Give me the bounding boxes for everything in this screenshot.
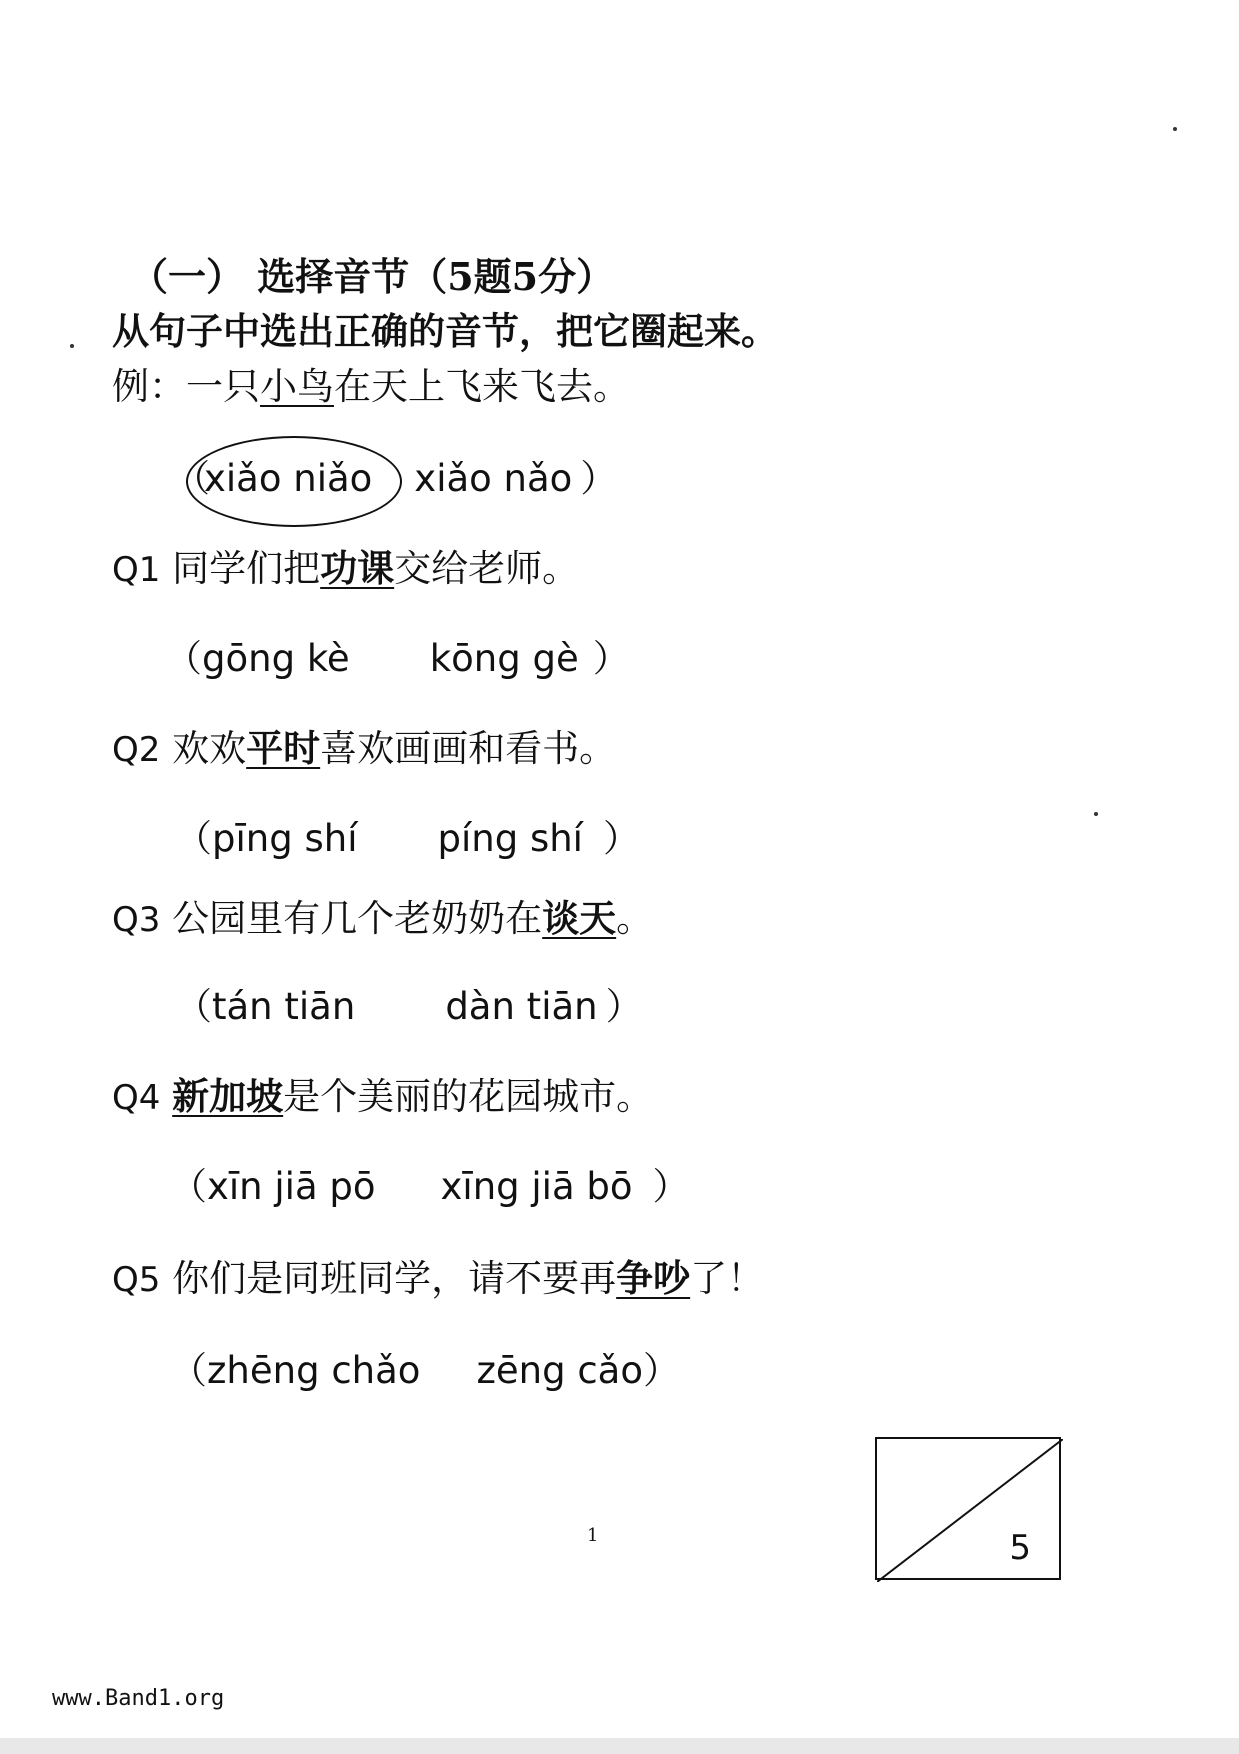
example-target-word: 小鸟 [260,365,334,408]
score-value: 5 [1009,1528,1031,1568]
question-4 [112,1074,654,1118]
example-option-a: xiǎo niǎo [204,457,373,500]
example-options [173,457,618,500]
question-2-options [175,817,640,860]
scan-speck [1173,127,1177,131]
option-a[interactable]: pīng shí [212,817,358,860]
page-number: 1 [587,1525,599,1546]
scan-speck [70,344,74,348]
question-before: 同学们把 [172,547,321,590]
open-paren: （ [165,637,202,680]
question-target-word: 新加坡 [172,1074,284,1118]
option-b[interactable]: xīng jiā bō [440,1165,633,1208]
question-label: Q3 [112,900,161,940]
question-after: 。 [616,897,654,940]
question-5-options [170,1349,680,1392]
open-paren: （ [175,985,212,1028]
question-2 [112,726,617,770]
option-a[interactable]: zhēng chǎo [207,1349,421,1392]
question-after: 交给老师。 [394,547,580,590]
open-paren: （ [170,1349,207,1392]
option-b[interactable]: zēng cǎo [476,1349,643,1392]
question-3-options [175,985,643,1028]
option-b[interactable]: dàn tiān [445,985,598,1028]
open-paren: （ [170,1165,207,1208]
open-paren: （ [173,457,210,500]
section-title: （一） 选择音节（5题5分） [130,254,615,299]
option-a[interactable]: gōng kè [202,637,350,680]
close-paren: ） [605,985,643,1028]
question-after: 喜欢画画和看书。 [320,727,617,770]
question-label: Q4 [112,1078,161,1118]
example-suffix: 在天上飞来飞去。 [334,365,630,408]
close-paren: ） [592,637,630,680]
footer-url: www.Band1.org [52,1686,225,1711]
question-before: 公园里有几个老奶奶在 [172,897,543,940]
example-option-b: xiǎo nǎo [414,457,573,500]
score-box-diagonal [877,1439,1063,1582]
open-paren: （ [175,817,212,860]
scan-speck [1094,812,1098,816]
close-paren: ） [642,1349,680,1392]
question-before: 欢欢 [172,727,247,770]
question-label: Q5 [112,1260,161,1300]
question-target-word: 争吵 [616,1256,691,1300]
option-a[interactable]: xīn jiā pō [207,1165,376,1208]
close-paren: ） [580,457,618,500]
question-after: 是个美丽的花园城市。 [283,1075,654,1118]
question-label: Q2 [112,730,161,770]
question-1 [112,546,580,590]
close-paren: ） [652,1165,690,1208]
question-1-options [165,637,630,680]
question-label: Q1 [112,550,161,590]
question-after: 了！ [690,1257,765,1300]
example-sentence [112,365,630,408]
option-b[interactable]: píng shí [437,817,583,860]
question-target-word: 功课 [320,546,395,590]
question-target-word: 平时 [246,726,321,770]
scan-edge [0,1738,1239,1754]
question-5 [112,1256,765,1300]
score-box [875,1437,1061,1580]
question-4-options [170,1165,690,1208]
example-prefix: 例：一只 [112,365,260,408]
question-before: 你们是同班同学，请不要再 [172,1257,617,1300]
question-target-word: 谈天 [542,896,617,940]
close-paren: ） [602,817,640,860]
instruction-text: 从句子中选出正确的音节，把它圈起来。 [112,309,778,353]
option-b[interactable]: kōng gè [429,637,579,680]
question-3 [112,896,654,940]
option-a[interactable]: tán tiān [212,985,356,1028]
